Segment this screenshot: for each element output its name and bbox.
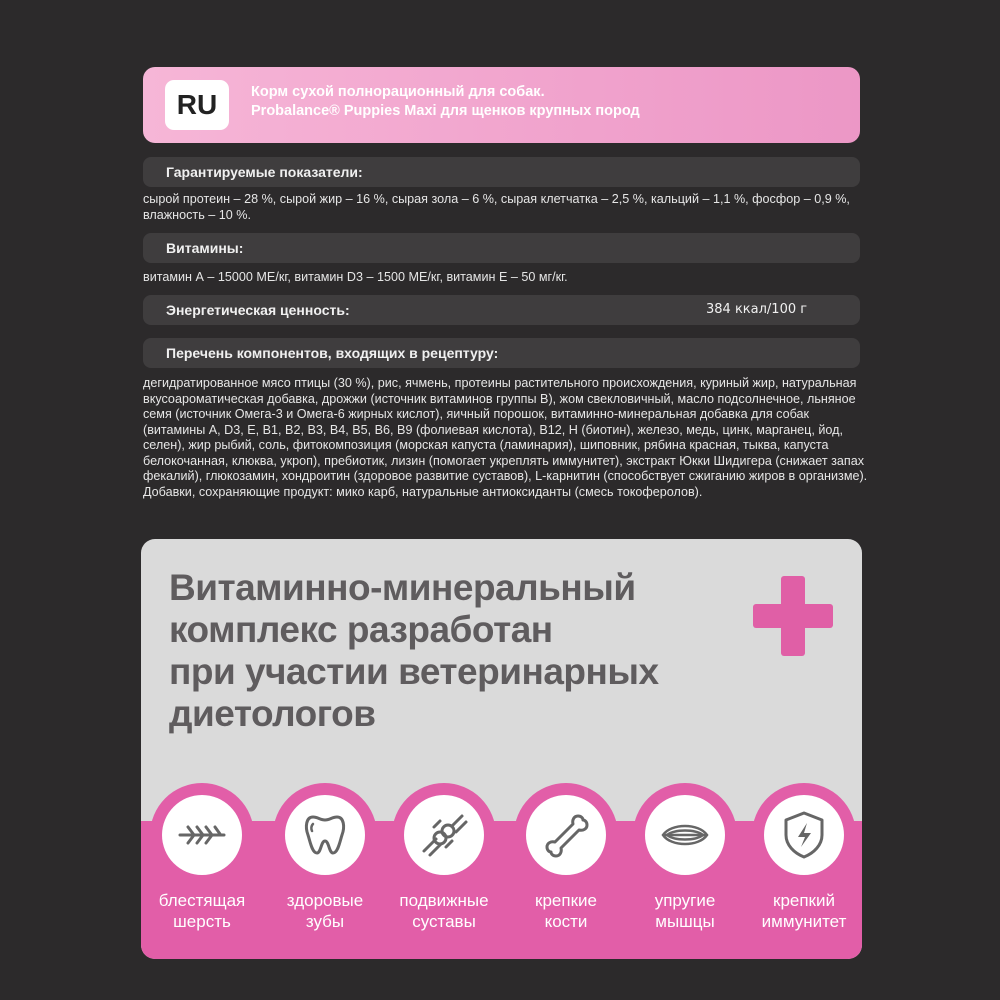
guaranteed-text: сырой протеин – 28 %, сырой жир – 16 %, сырая зола – 6 %, сырая клетчатка – 2,5 %, кальций – 1,1 %, фосфор – 0,9 %, влажность – 10 %.	[143, 192, 850, 222]
shield-icon	[776, 807, 832, 863]
benefit-badge-teeth	[273, 783, 377, 887]
product-name-line-1: Корм сухой полнорационный для собак.	[251, 84, 545, 100]
benefit-badge-immunity	[752, 783, 856, 887]
vitamins-text: витамин А – 15000 МЕ/кг, витамин D3 – 1500 МЕ/кг, витамин Е – 50 мг/кг.	[143, 270, 568, 284]
benefit-label-joints-line-1: подвижные	[399, 891, 489, 910]
benefit-label-fur	[141, 890, 267, 932]
panel-title-line-1: Витаминно-минеральный	[169, 567, 636, 608]
product-name	[251, 83, 640, 121]
vitamins-heading-text: Витамины:	[166, 240, 244, 256]
product-name-line-2: Probalance® Puppies Maxi для щенков крупных пород	[251, 103, 640, 119]
benefits-panel	[141, 539, 862, 959]
benefit-badge-joints	[392, 783, 496, 887]
components-text: дегидратированное мясо птицы (30 %), рис, ячмень, протеины растительного происхождения, куриный жир, натуральная вкусоароматическая добавка, дрожжи (источник витаминов группы В), жом свекловичный, масло подсолнечное, льняное семя (источник Омега-3 и Омега-6 жирных кислот), яичный порошок, витаминно-минеральная добавка для собак (витамины A, D3, E, B1, B2, B3, B4, B5, B6, B9 (фолиевая кислота), B12, H (биотин), железо, медь, цинк, марганец, йод, селен), жир рыбий, соль, фитокомпозиция (морская капуста (ламинария), шиповник, рябина красная, тыква, капуста белокочанная, клюква, укроп), пребиотик, лизин (помогает укреплять иммунитет), экстракт Юкки Шидигера (снижает запах фекалий), глюкозамин, хондроитин (здоровое развитие суставов), L-карнитин (способствует сжиганию жиров в организме). Добавки, сохраняющие продукт: мико карб, натуральные антиоксиданты (смесь токоферолов).	[143, 376, 868, 499]
benefit-label-bones-line-1: крепкие	[535, 891, 597, 910]
panel-title-line-4: диетологов	[169, 693, 376, 734]
benefit-label-muscles-line-1: упругие	[654, 891, 716, 910]
bone-icon	[538, 807, 594, 863]
benefit-label-fur-line-2: шерсть	[173, 912, 231, 931]
vitamins-heading	[143, 233, 860, 263]
benefit-label-muscles	[620, 890, 750, 932]
energy-heading-text: Энергетическая ценность:	[166, 302, 350, 318]
benefit-badge-bones	[514, 783, 618, 887]
energy-heading	[143, 295, 860, 325]
muscle-icon	[657, 807, 713, 863]
fur-icon	[174, 807, 230, 863]
components-heading	[143, 338, 860, 368]
benefit-label-bones-line-2: кости	[544, 912, 588, 931]
benefit-label-teeth-line-1: здоровые	[286, 891, 364, 910]
tooth-icon	[297, 807, 353, 863]
panel-title	[169, 567, 659, 735]
benefit-label-teeth-line-2: зубы	[305, 912, 345, 931]
benefit-label-muscles-line-2: мышцы	[655, 912, 715, 931]
guaranteed-heading-text: Гарантируемые показатели:	[166, 164, 363, 180]
benefit-label-joints	[379, 890, 509, 932]
language-badge: RU	[165, 80, 229, 130]
energy-value: 384 ккал/100 г	[706, 302, 808, 317]
joint-icon	[416, 807, 472, 863]
benefit-label-immunity-line-2: иммунитет	[761, 912, 847, 931]
benefit-badge-fur	[150, 783, 254, 887]
benefit-label-fur-line-1: блестящая	[158, 891, 246, 910]
plus-icon	[753, 576, 833, 656]
panel-title-line-3: при участии ветеринарных	[169, 651, 659, 692]
benefit-label-immunity	[739, 890, 862, 932]
benefit-badge-muscles	[633, 783, 737, 887]
benefit-label-teeth	[260, 890, 390, 932]
product-header	[143, 67, 860, 143]
guaranteed-heading	[143, 157, 860, 187]
benefit-label-bones	[501, 890, 631, 932]
benefit-label-immunity-line-1: крепкий	[773, 891, 835, 910]
components-heading-text: Перечень компонентов, входящих в рецептуру:	[166, 345, 499, 361]
benefit-label-joints-line-2: суставы	[412, 912, 476, 931]
panel-title-line-2: комплекс разработан	[169, 609, 553, 650]
